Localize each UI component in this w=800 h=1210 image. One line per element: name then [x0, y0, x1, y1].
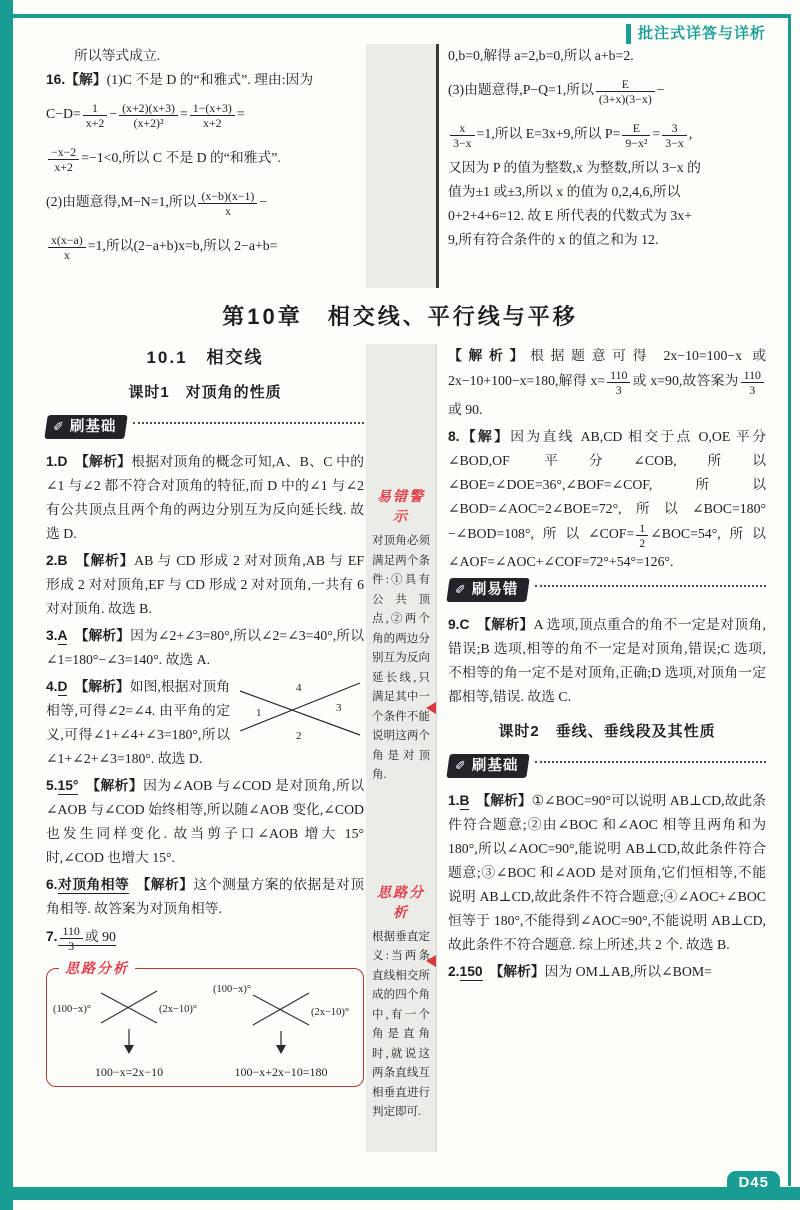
- angle-expr-right: (2x−10)°: [311, 1006, 350, 1018]
- badge-label: 刷基础: [471, 758, 519, 774]
- page-header-title: 批注式详答与详析: [626, 24, 766, 44]
- answer-item-1-lesson2: 1.B 【解析】①∠BOC=90°可以说明 AB⊥CD,故此条件符合题意;②由∠BOC 和∠AOC 相等且两角和为 180°,所以∠AOC=90°,能说明 AB⊥CD,故此条件符合题意;③∠BOC 和∠AOD 是对顶角,它们恒相等,不能说明 AB⊥CD,故此条件不符合题意;④∠AOC+∠BOC 恒等于 180°,不能得到∠AOC=90°,不能说明 AB⊥CD,故此条件不符合题意. 综上所述,共 2 个. 故选 B.: [448, 793, 766, 952]
- angle-label-left: 1: [256, 707, 262, 719]
- top-border-line: [13, 14, 788, 18]
- answer-item-4-text: 4.D 【解析】如图,根据对顶角相等,可得∠2=∠4. 由平角的定义,可得∠1+∠4+∠3=180°,所以∠1+∠2+∠3=180°. 故选 D.: [46, 679, 231, 766]
- math-line: C−D= $\frac{1}{x+2}$ − $\frac{(x+2)(x+3)}{\text{(x+2)²}}$ = $\frac{1-(x+3)}{x+2}$ =: [46, 101, 245, 131]
- dotted-divider: [535, 761, 766, 763]
- answer-item-4: [46, 675, 364, 771]
- basics-badge-row: [46, 414, 364, 440]
- lesson-1-title: 课时1 对顶角的性质: [128, 384, 282, 401]
- solution-line: 又因为 P 的值为整数,x 为整数,所以 3−x 的: [448, 160, 701, 175]
- answer-item-7-solution: 【解析】根据题意可得 2x−10=100−x 或 2x−10+100−x=180,解得 x= $\frac{110}{3}$ 或 x=90,故答案为 $\frac{110}{3}$ 或 90.: [448, 348, 766, 417]
- crossing-lines-figure: [53, 981, 205, 1059]
- pen-icon: ✐: [455, 758, 467, 773]
- crossing-lines-figure: [205, 981, 357, 1059]
- angle-label-right: 3: [336, 702, 342, 714]
- angle-label-top: 4: [296, 682, 302, 694]
- left-border-bar: [0, 0, 13, 1210]
- margin-note-analysis: [366, 882, 436, 1123]
- math-line: $\frac{x(x-a)}{x}$ =1,所以(2−a+b)x=b,所以 2−a+b=: [46, 224, 364, 268]
- section-title: 10.1 相交线: [146, 348, 264, 367]
- solution-line: 所以等式成立.: [74, 48, 161, 63]
- margin-note-warning: [366, 486, 436, 786]
- pen-icon: ✐: [53, 419, 65, 434]
- badge-label: 刷易错: [471, 582, 519, 598]
- note-pointer-icon: [426, 702, 436, 714]
- page-number-badge: D45: [727, 1171, 780, 1195]
- solution-line: 9,所有符合条件的 x 的值之和为 12.: [448, 232, 659, 247]
- answer-item-9: 9.C 【解析】A 选项,顶点重合的角不一定是对顶角,错误;B 选项,相等的角不一定是对顶角,错误;C 选项,不相等的角一定不是对顶角,正确;D 选项,对顶角一定都相等,错误. 故选 C.: [448, 617, 766, 704]
- solution-line: 16.【解】(1)C 不是 D 的“和雅式”. 理由:因为: [46, 72, 314, 87]
- error-badge: [446, 578, 530, 602]
- badge-label: 刷基础: [69, 419, 117, 435]
- math-line: (3)由题意得,P−Q=1,所以 $\frac{E}{(3+x)(3-x)}$ −: [448, 77, 665, 107]
- left-column-top: [46, 44, 364, 268]
- down-arrow-icon: [124, 1029, 134, 1054]
- dotted-divider: [133, 422, 364, 424]
- math-line: $\frac{x}{3-x}$ =1,所以 E=3x+9,所以 P= $\frac{E}{\text{9−x²}}$ = $\frac{3}{3-x}$ ,: [448, 112, 766, 156]
- right-column: [448, 344, 766, 987]
- answer-item-2-lesson2: 2.150 【解析】因为 OM⊥AB,所以∠BOM=: [448, 964, 712, 979]
- answer-item-6: 6.对顶角相等 【解析】这个测量方案的依据是对顶角相等. 故答案为对顶角相等.: [46, 877, 364, 916]
- math-line: $\frac{-x-2}{x+2}$ =−1<0,所以 C 不是 D 的“和雅式”.: [46, 136, 364, 180]
- answer-item-1: 1.D 【解析】根据对顶角的概念可知,A、B、C 中的∠1 与∠2 都不符合对顶角的特征,而 D 中的∠1 与∠2 有公共顶点且两个角的两边分别互为反向延长线. 故选 D.: [46, 454, 364, 541]
- solution-line: 0,b=0,解得 a=2,b=0,所以 a+b=2.: [448, 48, 634, 63]
- basics-badge: [44, 415, 128, 439]
- margin-note-body: 对顶角必须满足两个条件:①具有公共顶点,②两个角的两边分别互为反向延长线,只满足其中一个条件不能说明这两个角是对顶角.: [372, 535, 430, 781]
- margin-note-title: 易错警示: [377, 488, 425, 524]
- angle-expr-left: (100−x)°: [53, 1003, 92, 1015]
- dotted-divider: [535, 585, 766, 587]
- derived-equation: 100−x+2x−10=180: [234, 1064, 328, 1079]
- basics-badge: [446, 754, 530, 778]
- answer-item-3: 3.A 【解析】因为∠2+∠3=80°,所以∠2=∠3=40°,所以∠1=180°−∠3=140°. 故选 A.: [46, 628, 364, 667]
- left-column: [46, 344, 364, 1087]
- analysis-diagram-1: [53, 981, 205, 1080]
- angle-expr-right: (2x−10)°: [159, 1003, 198, 1015]
- chapter-title: 第10章 相交线、平行线与平移: [222, 304, 578, 329]
- answer-item-5: 5.15° 【解析】因为∠AOB 与∠COD 是对顶角,所以∠AOB 与∠COD 始终相等,所以随∠AOB 变化,∠COD 也发生同样变化. 故当剪子口∠AOB 增大 15°时,∠COD 也增大 15°.: [46, 778, 364, 865]
- basics-badge-row-2: [448, 753, 766, 779]
- error-badge-row: [448, 577, 766, 603]
- analysis-box-label: 思路分析: [59, 958, 135, 978]
- vertical-angles-figure: [236, 675, 364, 749]
- pen-icon: ✐: [455, 582, 467, 597]
- analysis-diagram-2: [205, 981, 357, 1080]
- angle-expr-top: (100−x)°: [213, 983, 252, 995]
- answer-item-7: 7. $\frac{110}{3}$ 或 90: [46, 924, 116, 954]
- bottom-border-bar: [0, 1187, 800, 1200]
- angle-label-bottom: 2: [296, 730, 302, 742]
- math-line: (2)由题意得,M−N=1,所以 $\frac{(x-b)(x-1)}{x}$ −: [46, 189, 268, 219]
- answer-item-8: 8.【解】因为直线 AB,CD 相交于点 O,OE 平分∠BOD,OF 平分∠COB,所以∠BOE=∠DOE=36°,∠BOF=∠COF,所以∠BOD=∠AOC=2∠BOE=72°,所以∠BOC=180°−∠BOD=108°,所以∠COF= $\frac{1}{2}$ ∠BOC=54°,所以∠AOF=∠AOC+∠COF=72°+54°=126°.: [448, 428, 766, 569]
- note-pointer-icon: [426, 955, 436, 967]
- down-arrow-icon: [276, 1031, 286, 1054]
- margin-note-body: 根据垂直定义:当两条直线相交所成的四个角中,有一个角是直角时,就说这两条直线互相垂直进行判定即可.: [372, 930, 430, 1118]
- right-column-top: [448, 44, 766, 252]
- analysis-box: [46, 959, 364, 1087]
- derived-equation: 100−x=2x−10: [94, 1064, 164, 1079]
- solution-line: 值为±1 或±3,所以 x 的值为 0,2,4,6,所以: [448, 184, 681, 199]
- annotation-strip-top: [366, 44, 439, 288]
- solution-line: 0+2+4+6=12. 故 E 所代表的代数式为 3x+: [448, 208, 692, 223]
- annotation-strip: [366, 344, 437, 1152]
- answer-item-2: 2.B 【解析】AB 与 CD 形成 2 对对顶角,AB 与 EF 形成 2 对对顶角,EF 与 CD 形成 2 对对顶角,一共有 6 对对顶角. 故选 B.: [46, 553, 365, 616]
- right-border-line: [788, 14, 791, 1186]
- margin-note-title: 思路分析: [377, 883, 425, 920]
- lesson-2-title: 课时2 垂线、垂线段及其性质: [498, 723, 716, 740]
